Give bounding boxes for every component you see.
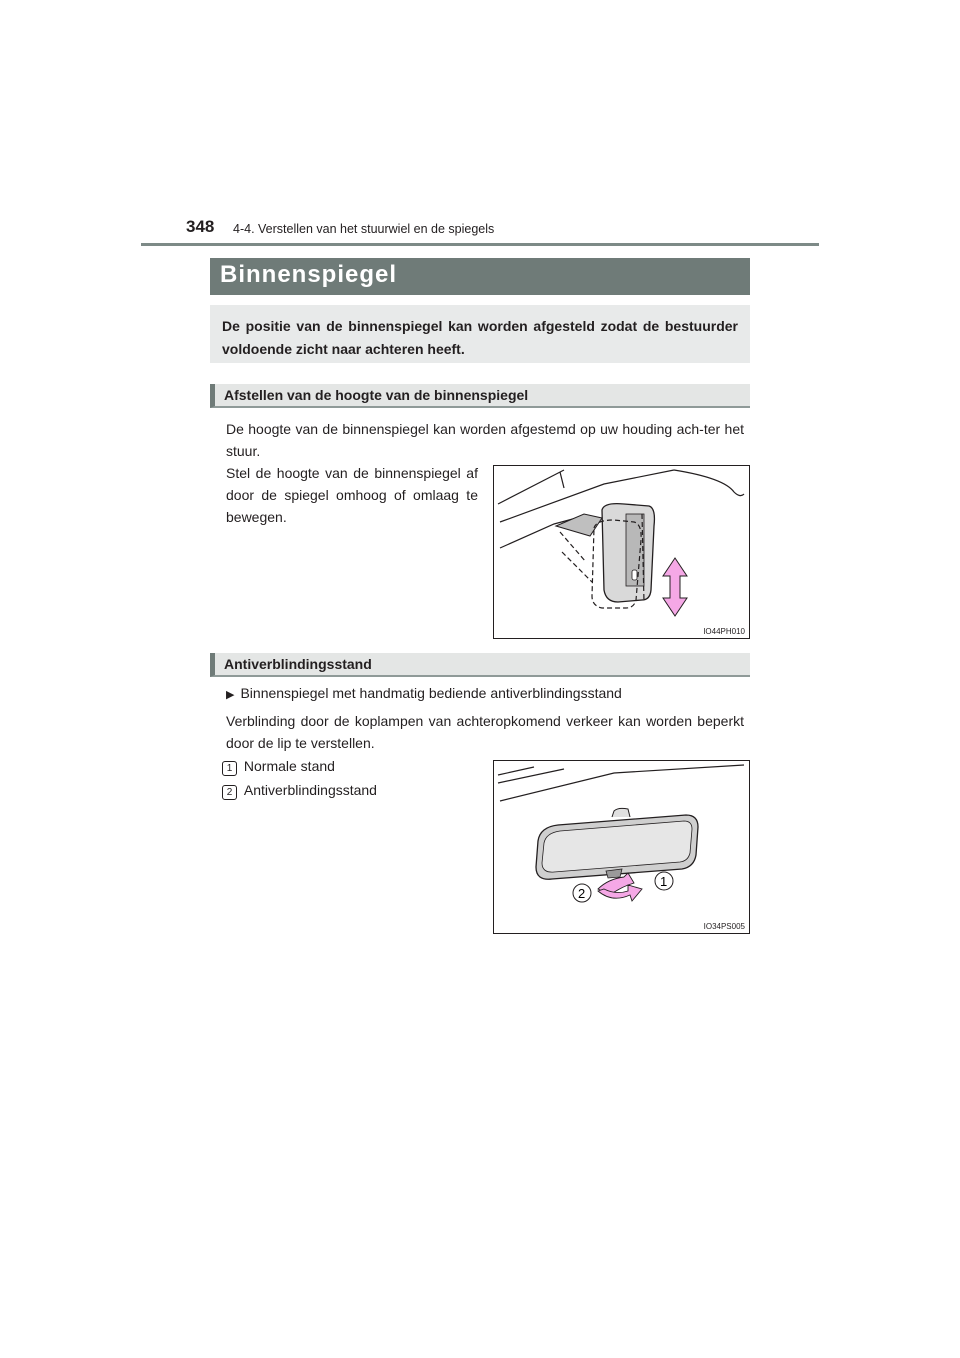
page-title: Binnenspiegel bbox=[220, 261, 398, 288]
section-heading-height bbox=[210, 384, 750, 408]
list-item bbox=[222, 779, 482, 801]
list-item-label: Normale stand bbox=[243, 758, 335, 774]
section-heading-label: Afstellen van de hoogte van de binnenspiegel bbox=[224, 387, 529, 403]
bullet-text: Binnenspiegel met handmatig bediende antiverblindingsstand bbox=[240, 685, 622, 701]
callout-1-label: 1 bbox=[660, 874, 668, 889]
triangle-bullet-icon: ▶ bbox=[226, 689, 235, 701]
title-bar bbox=[210, 258, 750, 295]
height-figure bbox=[493, 465, 750, 639]
number-badge: 1 bbox=[222, 761, 237, 776]
list-item-label: Antiverblindingsstand bbox=[243, 782, 377, 798]
header-rule bbox=[141, 243, 819, 246]
mirror-antiglare-illustration bbox=[494, 761, 749, 933]
section-reference: 4-4. Verstellen van het stuurwiel en de spiegels bbox=[233, 222, 495, 236]
intro-box bbox=[210, 305, 750, 363]
antiglare-paragraph: Verblinding door de koplampen van achteropkomend verkeer kan worden beperkt door de lip te verstellen. bbox=[226, 713, 744, 751]
section-heading-label: Antiverblindingsstand bbox=[224, 656, 372, 672]
mirror-height-illustration bbox=[494, 466, 749, 638]
page-number: 348 bbox=[186, 217, 215, 236]
antiglare-figure bbox=[493, 760, 750, 934]
figure-code: IO34PS005 bbox=[703, 922, 745, 931]
intro-text: De positie van de binnenspiegel kan worden afgesteld zodat de bestuurder voldoende zicht naar achteren heeft. bbox=[222, 318, 738, 357]
height-instruction: Stel de hoogte van de binnenspiegel af door de spiegel omhoog of omlaag te bewegen. bbox=[226, 465, 478, 525]
bullet-line bbox=[226, 682, 744, 706]
figure-code: IO44PH010 bbox=[703, 627, 745, 636]
number-badge: 2 bbox=[222, 785, 237, 800]
list-item bbox=[222, 755, 482, 777]
height-paragraph: De hoogte van de binnenspiegel kan worden afgestemd op uw houding ach-ter het stuur. bbox=[226, 421, 744, 459]
section-heading-antiglare bbox=[210, 653, 750, 677]
callout-2-label: 2 bbox=[578, 886, 586, 901]
